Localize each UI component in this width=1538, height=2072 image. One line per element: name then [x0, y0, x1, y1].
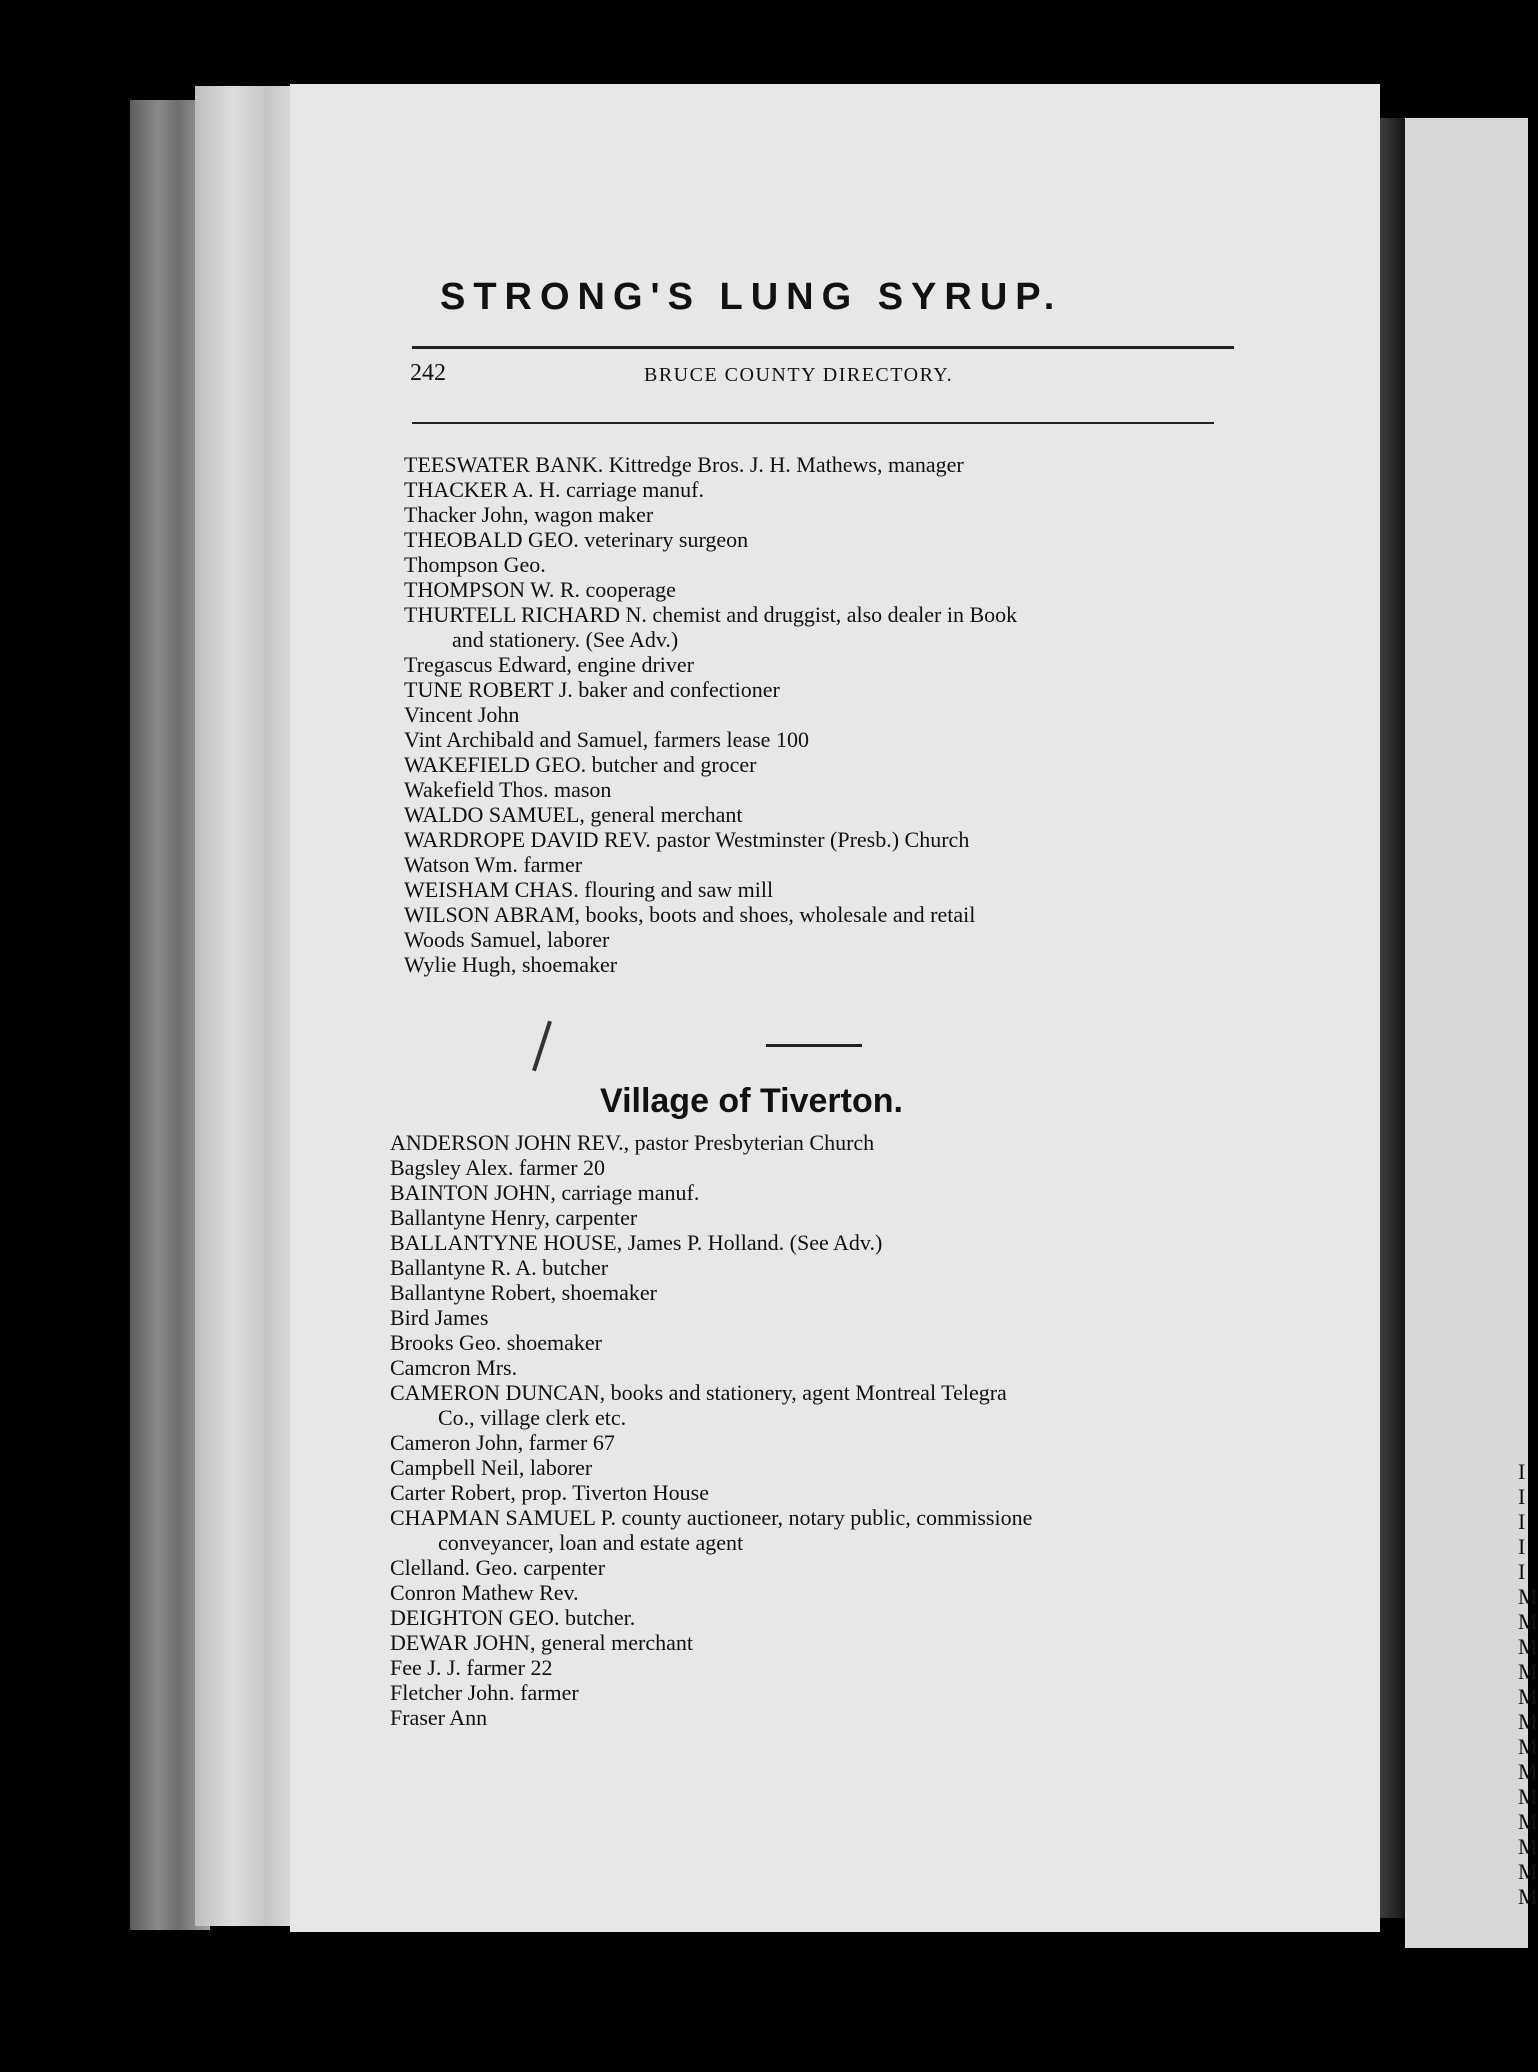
list-item: Campbell Neil, laborer [390, 1455, 593, 1480]
book-edge-inner [195, 86, 290, 1926]
next-page-letters [1518, 1460, 1538, 1910]
next-letter: I [1518, 1484, 1526, 1509]
list-item: WALDO SAMUEL, general merchant [404, 802, 743, 827]
header-rule [412, 422, 1214, 424]
list-item: Carter Robert, prop. Tiverton House [390, 1480, 709, 1505]
next-letter: M [1518, 1859, 1538, 1884]
list-item: THEOBALD GEO. veterinary surgeon [404, 527, 749, 552]
list-item: Conron Mathew Rev. [390, 1580, 579, 1605]
list-item: Thompson Geo. [404, 552, 546, 577]
list-item: DEIGHTON GEO. butcher. [390, 1605, 636, 1630]
list-item: Vint Archibald and Samuel, farmers lease 100 [404, 727, 809, 752]
list-item: CAMERON DUNCAN, books and stationery, agent Montreal Telegra [390, 1380, 1007, 1405]
list-item: DEWAR JOHN, general merchant [390, 1630, 694, 1655]
list-item: Thacker John, wagon maker [404, 502, 654, 527]
list-item: WILSON ABRAM, books, boots and shoes, wholesale and retail [404, 902, 976, 927]
next-letter: M [1518, 1609, 1538, 1634]
list-item: ANDERSON JOHN REV., pastor Presbyterian Church [390, 1130, 875, 1155]
next-letter: M [1518, 1784, 1538, 1809]
list-item: Bird James [390, 1305, 489, 1330]
running-head: BRUCE COUNTY DIRECTORY. [644, 364, 954, 386]
next-letter: M [1518, 1734, 1538, 1759]
list-item: CHAPMAN SAMUEL P. county auctioneer, notary public, commissione [390, 1505, 1033, 1530]
list-item: Watson Wm. farmer [404, 852, 583, 877]
tiverton-entries [390, 1130, 1220, 1730]
list-item: Wakefield Thos. mason [404, 777, 612, 802]
list-item: THOMPSON W. R. cooperage [404, 577, 676, 602]
next-page-sheet [1405, 118, 1528, 1948]
list-item: BALLANTYNE HOUSE, James P. Holland. (See Adv.) [390, 1230, 883, 1255]
next-letter: I [1518, 1509, 1526, 1534]
next-letter: M [1518, 1584, 1538, 1609]
list-item: Brooks Geo. shoemaker [390, 1330, 603, 1355]
list-item: THACKER A. H. carriage manuf. [404, 477, 704, 502]
next-letter: M [1518, 1659, 1538, 1684]
list-item: Woods Samuel, laborer [404, 927, 610, 952]
advert-banner: STRONG'S LUNG SYRUP. [440, 276, 1063, 318]
next-letter: M [1518, 1634, 1538, 1659]
next-letter: M [1518, 1759, 1538, 1784]
next-letter: I [1518, 1459, 1526, 1484]
list-item: WARDROPE DAVID REV. pastor Westminster (Presb.) Church [404, 827, 970, 852]
list-item: Ballantyne R. A. butcher [390, 1255, 609, 1280]
section-divider [766, 1044, 862, 1047]
list-item: Camcron Mrs. [390, 1355, 518, 1380]
list-item: THURTELL RICHARD N. chemist and druggist, also dealer in Book [404, 602, 1018, 627]
list-item: Ballantyne Robert, shoemaker [390, 1280, 657, 1305]
list-item-continuation: Co., village clerk etc. [438, 1405, 627, 1430]
list-item: Cameron John, farmer 67 [390, 1430, 615, 1455]
list-item: TEESWATER BANK. Kittredge Bros. J. H. Mathews, manager [404, 452, 964, 477]
list-item: Clelland. Geo. carpenter [390, 1555, 606, 1580]
section-title: Village of Tiverton. [600, 1082, 903, 1120]
list-item: Fraser Ann [390, 1705, 488, 1730]
next-letter: M [1518, 1834, 1538, 1859]
list-item: Fee J. J. farmer 22 [390, 1655, 553, 1680]
list-item: Tregascus Edward, engine driver [404, 652, 694, 677]
list-item: Bagsley Alex. farmer 20 [390, 1155, 606, 1180]
list-item: Fletcher John. farmer [390, 1680, 579, 1705]
next-letter: I [1518, 1559, 1526, 1584]
list-item-continuation: conveyancer, loan and estate agent [438, 1530, 744, 1555]
list-item: WAKEFIELD GEO. butcher and grocer [404, 752, 757, 777]
list-item: TUNE ROBERT J. baker and confectioner [404, 677, 780, 702]
directory-entries [404, 452, 1224, 977]
list-item: BAINTON JOHN, carriage manuf. [390, 1180, 700, 1205]
banner-rule [412, 346, 1234, 349]
next-letter: M [1518, 1809, 1538, 1834]
list-item: WEISHAM CHAS. flouring and saw mill [404, 877, 774, 902]
next-letter: M [1518, 1709, 1538, 1734]
list-item: Wylie Hugh, shoemaker [404, 952, 618, 977]
page-number: 242 [410, 360, 446, 386]
list-item-continuation: and stationery. (See Adv.) [452, 627, 679, 652]
list-item: Ballantyne Henry, carpenter [390, 1205, 638, 1230]
next-letter: I [1518, 1534, 1526, 1559]
next-letter: M [1518, 1684, 1538, 1709]
list-item: Vincent John [404, 702, 520, 727]
next-letter: M [1518, 1884, 1538, 1909]
